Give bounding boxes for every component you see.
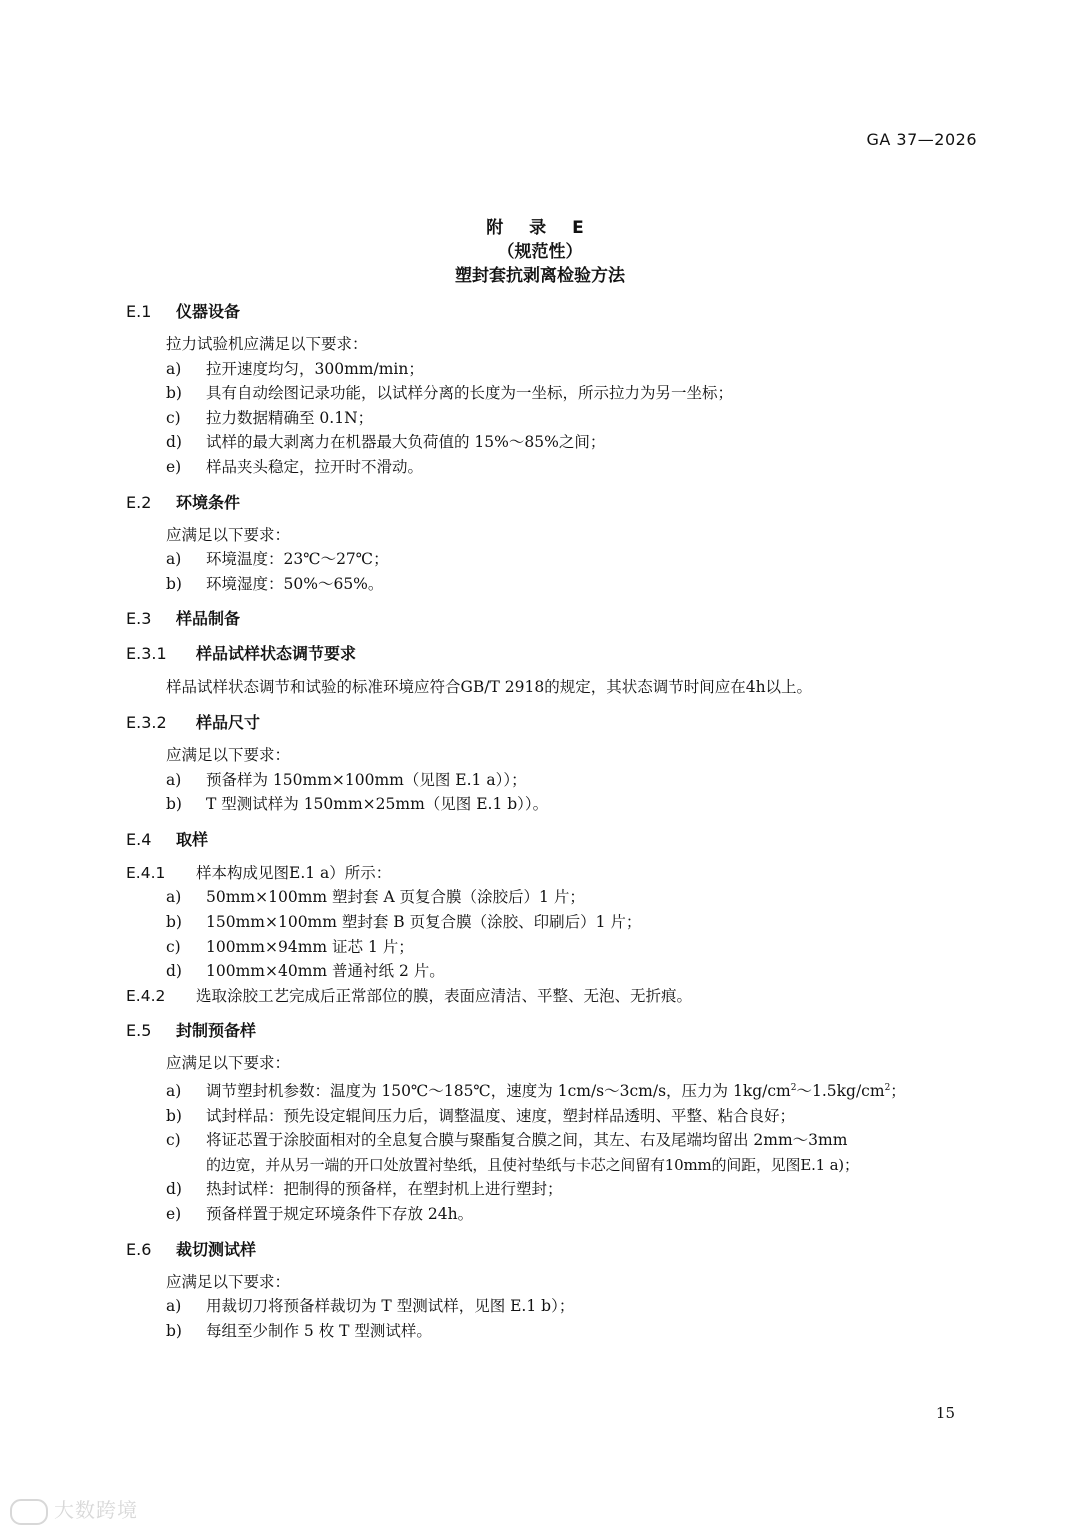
paragraph: 应满足以下要求：: [166, 1272, 291, 1291]
list-marker: a): [166, 1082, 182, 1101]
list-item: [126, 381, 986, 406]
document-code: GA 37—2026: [866, 130, 977, 149]
list-item-continuation: [126, 1153, 986, 1178]
list-item: [126, 455, 986, 480]
list-item: [126, 1076, 986, 1104]
list-text: 每组至少制作 5 枚 T 型测试样。: [206, 1321, 432, 1340]
text-run: ～1.5kg/cm: [796, 1082, 885, 1101]
list-text: 拉开速度均匀，300mm/min；: [206, 359, 424, 378]
list-item: [126, 792, 986, 817]
section-number: E.4.2: [126, 986, 166, 1005]
list-item: [126, 885, 986, 910]
list-marker: b): [166, 574, 182, 593]
list-marker: b): [166, 795, 182, 814]
list-text: 热封试样：把制得的预备样，在塑封机上进行塑封；: [206, 1180, 563, 1199]
paragraph: 应满足以下要求：: [166, 745, 291, 764]
list-item: [126, 572, 986, 597]
paragraph: 应满足以下要求：: [166, 525, 291, 544]
section-number: E.6: [126, 1239, 152, 1259]
section-title: 仪器设备: [176, 302, 241, 321]
list-text: 拉力数据精确至 0.1N；: [206, 408, 374, 427]
list-text: 试封样品：预先设定辊间压力后，调整温度、速度，塑封样品透明、平整、粘合良好；: [206, 1106, 796, 1125]
text-run: ；: [890, 1082, 906, 1101]
list-marker: b): [166, 1321, 182, 1340]
section-number: E.1: [126, 302, 152, 321]
section-number: E.3.2: [126, 712, 167, 732]
list-item: [126, 959, 986, 984]
clause-e4-1: [126, 861, 986, 886]
paragraph: 应满足以下要求：: [166, 1054, 291, 1073]
section-number: E.4: [126, 829, 152, 849]
watermark-logo-icon: [10, 1499, 48, 1525]
section-heading-e1: [126, 300, 986, 324]
paragraph: 拉力试验机应满足以下要求：: [166, 335, 368, 353]
list-text: 环境湿度：50%～65%。: [206, 574, 384, 593]
list-item: [126, 1128, 986, 1153]
list-marker: a): [166, 888, 182, 907]
list-marker: a): [166, 1297, 182, 1316]
clause-e4-2: [126, 984, 986, 1009]
text-run: 调节塑封机参数：温度为 150℃～185℃，速度为 1cm/s～3cm/s，压力为 1kg/cm: [206, 1082, 791, 1101]
list-item: [126, 910, 986, 935]
list-text: 预备样为 150mm×100mm（见图 E.1 a））；: [206, 770, 527, 789]
list-item: [126, 357, 986, 382]
section-title: 取样: [176, 829, 209, 849]
list-item: [126, 1104, 986, 1129]
superscript: 2: [790, 1082, 797, 1093]
clause-text: 样本构成见图E.1 a）所示：: [196, 863, 392, 882]
section-title: 裁切测试样: [176, 1239, 257, 1259]
section-title: 封制预备样: [176, 1021, 257, 1041]
list-item: [126, 1294, 986, 1319]
list-text: 试样的最大剥离力在机器最大负荷值的 15%～85%之间；: [206, 433, 606, 452]
list-marker: e): [166, 1205, 182, 1223]
list-marker: d): [166, 433, 182, 452]
list-item: [126, 935, 986, 960]
list-item: [126, 430, 986, 455]
list-text: 将证芯置于涂胶面相对的全息复合膜与聚酯复合膜之间，其左、右及尾端均留出 2mm～3mm: [206, 1131, 848, 1150]
section-title: 样品尺寸: [196, 712, 261, 732]
list-text: T 型测试样为 150mm×25mm（见图 E.1 b））。: [206, 795, 549, 814]
list-marker: c): [166, 937, 181, 956]
list-text: 样品夹头稳定，拉开时不滑动。: [206, 457, 424, 476]
section-title: 环境条件: [176, 492, 241, 512]
section-number: E.4.1: [126, 863, 166, 882]
list-marker: b): [166, 912, 182, 931]
list-marker: d): [166, 962, 182, 981]
section-number: E.2: [126, 492, 152, 512]
list-item: [126, 547, 986, 572]
section-title: 样品试样状态调节要求: [196, 644, 357, 664]
section-heading-e6: [126, 1238, 986, 1262]
list-marker: a): [166, 550, 182, 569]
paragraph: 样品试样状态调节和试验的标准环境应符合GB/T 2918的规定，其状态调节时间应在4h以上。: [166, 678, 813, 697]
section-heading-e5: [126, 1019, 986, 1043]
list-text: 预备样置于规定环境条件下存放 24h。: [206, 1205, 474, 1223]
list-item: [126, 1177, 986, 1202]
section-heading-e2: [126, 491, 986, 515]
list-text: 100mm×40mm 普通衬纸 2 片。: [206, 962, 445, 981]
list-marker: b): [166, 1106, 182, 1125]
superscript: 2: [884, 1082, 891, 1093]
subsection-heading-e3-2: [126, 711, 986, 735]
list-item: [126, 406, 986, 431]
list-text: 150mm×100mm 塑封套 B 页复合膜（涂胶、印刷后）1 片；: [206, 912, 642, 931]
section-number: E.5: [126, 1021, 152, 1041]
list-text: 环境温度：23℃～27℃；: [206, 550, 389, 569]
document-body: [126, 300, 986, 1343]
list-marker: b): [166, 384, 182, 403]
section-number: E.3: [126, 609, 152, 629]
list-item: [126, 1319, 986, 1344]
watermark-text: 大数跨境: [54, 1498, 138, 1522]
watermark: [10, 1494, 138, 1525]
section-heading-e3: [126, 607, 986, 631]
annex-type: （规范性）: [497, 242, 583, 262]
section-heading-e4: [126, 828, 986, 852]
list-marker: c): [166, 1131, 181, 1150]
annex-heading: [0, 216, 1080, 288]
list-item: [126, 768, 986, 793]
annex-title: 塑封套抗剥离检验方法: [455, 266, 625, 286]
subsection-heading-e3-1: [126, 642, 986, 666]
list-item: [126, 1202, 986, 1227]
list-text: 具有自动绘图记录功能，以试样分离的长度为一坐标，所示拉力为另一坐标；: [206, 384, 734, 403]
list-text: 100mm×94mm 证芯 1 片；: [206, 937, 414, 956]
list-marker: d): [166, 1180, 182, 1199]
list-marker: a): [166, 359, 182, 378]
clause-text: 选取涂胶工艺完成后正常部位的膜，表面应清洁、平整、无泡、无折痕。: [196, 986, 693, 1005]
list-text: 50mm×100mm 塑封套 A 页复合膜（涂胶后）1 片；: [206, 888, 585, 907]
list-text: [206, 1082, 906, 1100]
list-marker: a): [166, 770, 182, 789]
list-marker: e): [166, 457, 182, 476]
list-text: 用裁切刀将预备样裁切为 T 型测试样，见图 E.1 b）；: [206, 1297, 575, 1316]
list-marker: c): [166, 408, 181, 427]
annex-label: 附 录 E: [486, 218, 594, 238]
section-title: 样品制备: [176, 609, 241, 629]
section-number: E.3.1: [126, 644, 167, 664]
page-number: 15: [935, 1404, 955, 1422]
list-text: 的边宽，并从另一端的开口处放置衬垫纸，且使衬垫纸与卡芯之间留有10mm的间距，见图E.1 a)；: [206, 1155, 859, 1174]
